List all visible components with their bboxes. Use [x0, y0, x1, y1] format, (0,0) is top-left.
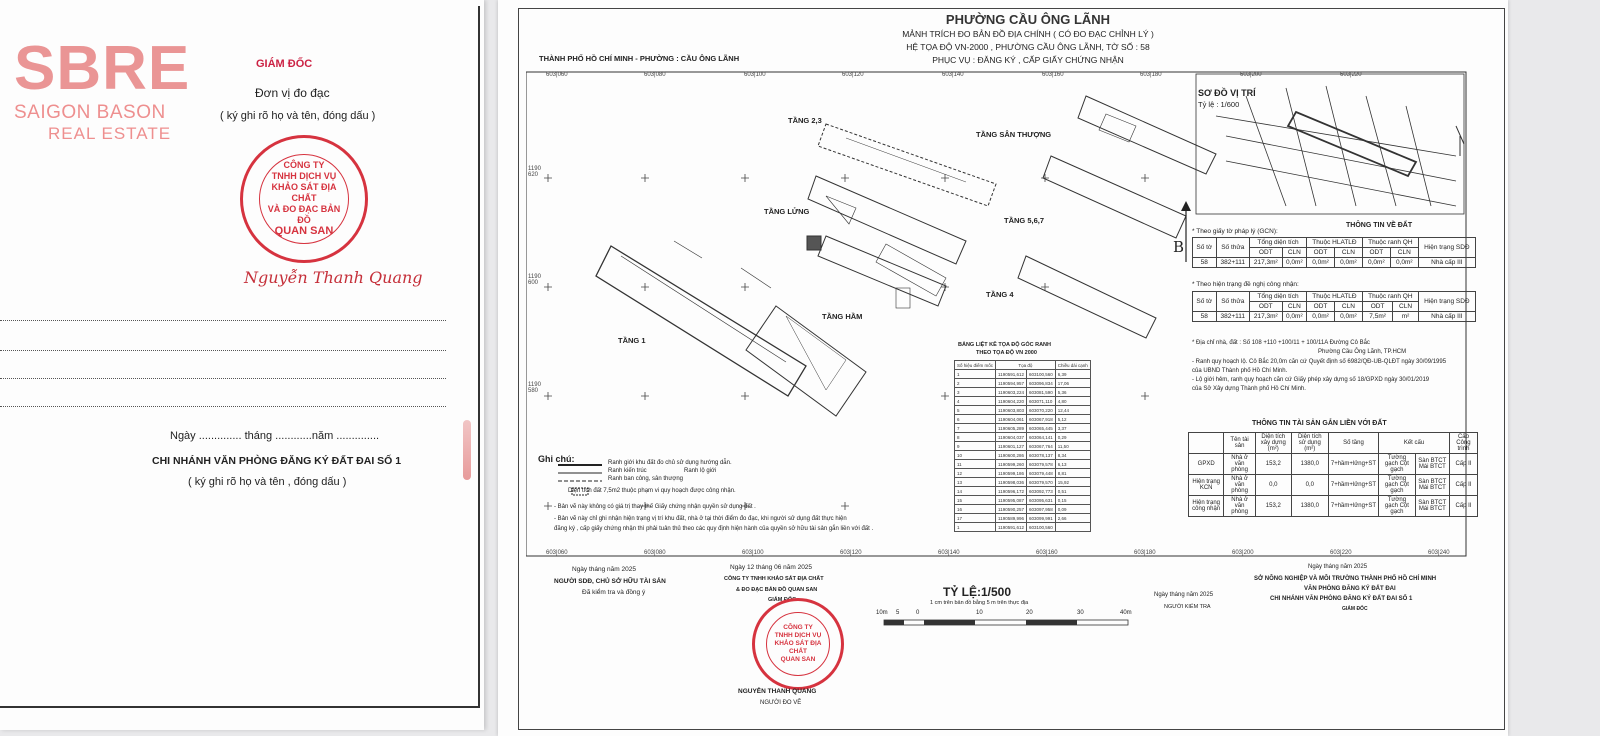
cell: 0,0m² — [1334, 312, 1362, 322]
cell: 1190590,257 — [996, 505, 1027, 514]
cell: 603070,220 — [1026, 406, 1055, 415]
cell: Nhà ở văn phòng — [1224, 496, 1255, 517]
cell: 0,0m² — [1334, 258, 1362, 268]
company-date: Ngày 12 tháng 06 năm 2025 — [730, 564, 813, 571]
dept-date: Ngày tháng năm 2025 — [1308, 564, 1368, 570]
table-row — [1193, 258, 1476, 268]
cell: 603065,445 — [1026, 424, 1055, 433]
table-row — [955, 370, 1091, 379]
cell: 1190605,289 — [996, 424, 1027, 433]
table-row — [1189, 475, 1478, 496]
survey-sign-note: ( ký ghi rõ họ và tên, đóng dấu ) — [220, 110, 376, 122]
cell: 382+111 — [1216, 312, 1249, 322]
stamp-line: TNHH DỊCH VỤ — [271, 171, 337, 182]
cell: 3,37 — [1055, 424, 1090, 433]
dept-line4: GIÁM ĐỐC — [1342, 606, 1368, 612]
th: ODT — [1362, 302, 1393, 312]
th: Thuộc ranh QH — [1362, 238, 1418, 248]
th: Tên tài sản — [1224, 433, 1255, 454]
stamp-line: QUAN SAN — [274, 225, 334, 238]
th: Thuộc ranh QH — [1362, 292, 1418, 302]
drawer-title: NGƯỜI ĐO VẼ — [760, 700, 802, 706]
cell: 58 — [1193, 312, 1217, 322]
stamp-line: KHẢO SÁT ĐỊA CHẤT — [774, 640, 822, 655]
cell: 1190591,612 — [996, 370, 1027, 379]
cell: 11 — [955, 460, 996, 469]
survey-unit-label: Đơn vị đo đạc — [255, 86, 330, 100]
table-row — [955, 505, 1091, 514]
right-page — [498, 0, 1508, 736]
floor-label: TẦNG LỬNG — [764, 207, 810, 216]
dept-line2: VĂN PHÒNG ĐĂNG KÝ ĐẤT ĐAI — [1304, 586, 1396, 592]
cell: 603078,137 — [1026, 451, 1055, 460]
owner-title: NGƯỜI SDĐ, CHỦ SỞ HỮU TÀI SẢN — [554, 578, 666, 585]
cell: 603097,958 — [1026, 505, 1055, 514]
cell: 1190601,127 — [996, 442, 1027, 451]
cell: 1190598,036 — [996, 478, 1027, 487]
coord-label: 603|200 — [1240, 72, 1262, 78]
coords-title: BẢNG LIỆT KÊ TỌA ĐỘ GÓC RANH — [958, 342, 1051, 348]
cell: 4,80 — [1055, 397, 1090, 406]
coord-label: 603|160 — [1036, 550, 1058, 556]
cell: 1 — [955, 523, 996, 532]
cell: 1190604,220 — [996, 397, 1027, 406]
legend-note: đăng ký , cấp giấy chứng nhận thì phải tuân thủ theo các quy định hiện hành của quyền sở hữu tài sản gắn liền với đất . — [554, 526, 874, 532]
cell: Hiện trạng KCN — [1189, 475, 1224, 496]
coord-label: 603|140 — [938, 550, 960, 556]
th: ODT — [1362, 248, 1390, 258]
table-row — [955, 415, 1091, 424]
note-line: của Sở Xây dựng Thành phố Hồ Chí Minh. — [1192, 386, 1306, 392]
asset-title: THÔNG TIN TÀI SẢN GẮN LIỀN VỚI ĐẤT — [1252, 420, 1387, 427]
cell: 603064,141 — [1026, 433, 1055, 442]
th: CLN — [1282, 302, 1306, 312]
th: Cấp Công trình — [1449, 433, 1477, 454]
cell: Nhà cấp III — [1418, 258, 1475, 268]
stamp-line: QUAN SAN — [780, 656, 816, 663]
coord-label: 603|060 — [546, 550, 568, 556]
map-purpose: PHỤC VỤ : ĐĂNG KÝ , CẤP GIẤY CHỨNG NHẬN — [932, 55, 1124, 65]
scale-tick-label: 10 — [976, 610, 983, 616]
cell: 153,2 — [1255, 496, 1291, 517]
cell: 1380,0 — [1291, 496, 1328, 517]
land-info-title: THÔNG TIN VỀ ĐẤT — [1346, 222, 1413, 229]
cell: 7 — [955, 424, 996, 433]
table-row — [1189, 496, 1478, 517]
th: Chiều dài cạnh — [1055, 361, 1090, 370]
cell: 217,3m² — [1249, 312, 1282, 322]
company-stamp — [240, 135, 368, 263]
cell: 9 — [955, 442, 996, 451]
cell: 603079,570 — [1026, 478, 1055, 487]
th: Diện tích xây dựng (m²) — [1255, 433, 1291, 454]
cell: 382+111 — [1216, 258, 1249, 268]
cell: 603067,764 — [1026, 442, 1055, 451]
th — [1189, 433, 1224, 454]
th: Số tờ — [1193, 238, 1217, 258]
legend-note: - Bản vẽ này chỉ ghi nhận hiện trạng vị trí khu đất, nhà ở tại thời điểm đo đạc, khi người sử dụng đất thực hiện — [554, 516, 847, 522]
floor-label: TẦNG SÂN THƯỢNG — [976, 130, 1052, 139]
cell: 12,44 — [1055, 406, 1090, 415]
th: Kết cấu — [1379, 433, 1450, 454]
cell: GPXD — [1189, 454, 1224, 475]
note-line: của UBND Thành phố Hồ Chí Minh. — [1192, 368, 1288, 374]
th: ODT — [1249, 302, 1282, 312]
floor-label: TẦNG 1 — [618, 336, 646, 345]
watermark-brand: SBRE — [14, 34, 191, 103]
cell: 1190591,612 — [996, 523, 1027, 532]
cell: 6 — [955, 415, 996, 424]
cell: 1190595,087 — [996, 496, 1027, 505]
th: Thuộc HLATLĐ — [1307, 238, 1363, 248]
th: Số hiệu điểm mốc — [955, 361, 996, 370]
th: Tổng diện tích — [1249, 238, 1306, 248]
cell: 0,09 — [1055, 505, 1090, 514]
cell: 4 — [955, 397, 996, 406]
cell: 1380,0 — [1291, 454, 1328, 475]
cell: 603100,560 — [1026, 370, 1055, 379]
cell: 0,0 — [1291, 475, 1328, 496]
coord-label: 603|220 — [1340, 72, 1362, 78]
table-row — [955, 460, 1091, 469]
cell: Hiện trạng công nhận — [1189, 496, 1224, 517]
floor-label: TẦNG 5,6,7 — [1004, 216, 1045, 225]
floor-label: TẦNG 2,3 — [788, 116, 822, 125]
cell: 1 — [955, 370, 996, 379]
scale-title: TỶ LỆ:1/500 — [943, 585, 1012, 599]
ward-title: PHƯỜNG CẦU ÔNG LÃNH — [945, 12, 1111, 27]
north-arrow-label: B — [1173, 238, 1185, 256]
cell: 8,34 — [1055, 451, 1090, 460]
coord-label: 1190 580 — [528, 382, 541, 394]
dotted-line — [0, 320, 446, 321]
cell: 14 — [955, 487, 996, 496]
cell: Tường gạch Cột gạch — [1379, 454, 1416, 475]
th: CLN — [1334, 248, 1362, 258]
location-scale: Tỷ lệ : 1/600 — [1198, 100, 1240, 109]
cell: 8,81 — [1055, 469, 1090, 478]
legend-item: Ranh kiến trúc — [608, 468, 647, 474]
table-row — [955, 469, 1091, 478]
scale-tick-label: 20 — [1026, 610, 1033, 616]
cell: 1190599,260 — [996, 460, 1027, 469]
cell: Sàn BTCT Mái BTCT — [1415, 475, 1449, 496]
dotted-line — [0, 406, 446, 407]
watermark-line2: REAL ESTATE — [48, 124, 172, 143]
coord-label: 603|240 — [1428, 550, 1450, 556]
cell: 0,51 — [1055, 487, 1090, 496]
th: ODT — [1307, 302, 1335, 312]
th: ODT — [1249, 248, 1282, 258]
cell: 153,2 — [1255, 454, 1291, 475]
cell: 16 — [955, 505, 996, 514]
note-line: - Ranh quy hoạch lộ. Cô Bắc 20,0m căn cứ Quyết định số 6982/QĐ-UB-QLĐT ngày 30/09/1995 — [1192, 359, 1447, 365]
address-line2: Phường Cầu Ông Lãnh, TP.HCM — [1318, 349, 1407, 355]
cell: 5,36 — [1055, 388, 1090, 397]
table-row — [955, 397, 1091, 406]
company-name: NGUYỄN THANH QUANG — [738, 688, 817, 695]
map-title: MẢNH TRÍCH ĐO BẢN ĐỒ ĐỊA CHÍNH ( CÓ ĐO ĐẠC CHỈNH LÝ ) — [902, 29, 1154, 39]
director-signature: Nguyễn Thanh Quang — [244, 268, 423, 287]
cell: Sàn BTCT Mái BTCT — [1415, 496, 1449, 517]
cell: 603099,991 — [1026, 514, 1055, 523]
table-row — [955, 433, 1091, 442]
cell: 10 — [955, 451, 996, 460]
checker-date: Ngày tháng năm 2025 — [1154, 592, 1214, 598]
table-row — [955, 442, 1091, 451]
legend-item: Ranh lộ giới — [684, 468, 717, 474]
cell: 0,0m² — [1307, 258, 1335, 268]
date-line: Ngày .............. tháng ............năm .............. — [170, 430, 380, 442]
cell: 15 — [955, 496, 996, 505]
cell: m² — [1393, 312, 1418, 322]
cell: 12 — [955, 469, 996, 478]
coord-label: 603|100 — [744, 72, 766, 78]
cell: 217,3m² — [1249, 258, 1282, 268]
th: Số thửa — [1216, 292, 1249, 312]
th: Số tờ — [1193, 292, 1217, 312]
location-title: SƠ ĐỒ VỊ TRÍ — [1198, 88, 1256, 98]
th: ODT — [1307, 248, 1335, 258]
coord-label: 603|200 — [1232, 550, 1254, 556]
cell: 603071,110 — [1026, 397, 1055, 406]
address-line: * Địa chỉ nhà, đất : Số 108 +110 +100/11 + 100/11A Đường Cô Bắc — [1192, 340, 1370, 346]
table-row — [955, 388, 1091, 397]
coord-label: 603|160 — [1042, 72, 1064, 78]
land-info-proposed: * Theo hiện trạng đề nghị công nhận: — [1192, 281, 1299, 288]
cell: 0,0 — [1255, 475, 1291, 496]
coord-label: 603|120 — [840, 550, 862, 556]
coord-label: 603|180 — [1134, 550, 1156, 556]
cell: 11,50 — [1055, 442, 1090, 451]
floor-label: TẦNG HẦM — [822, 312, 863, 321]
dept-line1: SỞ NÔNG NGHIỆP VÀ MÔI TRƯỜNG THÀNH PHỐ HỒ CHÍ MINH — [1254, 576, 1437, 582]
land-info-table-proposed — [1192, 291, 1476, 322]
stamp-line: CÔNG TY — [283, 160, 325, 171]
scale-tick-label: 30 — [1077, 610, 1084, 616]
left-page — [0, 0, 484, 730]
scale-tick-label: 0 — [916, 610, 920, 616]
table-row — [955, 514, 1091, 523]
cell: 7,5m² — [1362, 312, 1393, 322]
company-line3: GIÁM ĐỐC — [768, 597, 797, 603]
th: Hiện trạng SDĐ — [1418, 238, 1475, 258]
cell: 1190604,061 — [996, 415, 1027, 424]
table-row — [955, 523, 1091, 532]
dotted-line — [0, 350, 446, 351]
table-row — [955, 451, 1091, 460]
asset-table — [1188, 432, 1478, 517]
coord-label: 603|100 — [742, 550, 764, 556]
owner-note: Đã kiểm tra và đồng ý — [582, 589, 646, 596]
coord-label: 1190 620 — [528, 166, 541, 178]
th: Thuộc HLATLĐ — [1307, 292, 1363, 302]
cell: 603095,631 — [1026, 496, 1055, 505]
owner-date: Ngày tháng năm 2025 — [572, 566, 636, 573]
table-row — [955, 487, 1091, 496]
stamp-edge-mark — [463, 420, 471, 480]
scale-note: 1 cm trên bản đồ bằng 5 m trên thực địa — [930, 600, 1029, 606]
cell: 603100,560 — [1026, 523, 1055, 532]
company-line2: & ĐO ĐẠC BẢN ĐỒ QUAN SAN — [736, 587, 818, 593]
cell: 1190604,037 — [996, 433, 1027, 442]
map-subtitle: HỆ TỌA ĐỘ VN-2000 , PHƯỜNG CẦU ÔNG LÃNH, TỜ SỐ : 58 — [906, 42, 1150, 52]
legend-item: Diện tích đất 7,5m2 thuộc phạm vi quy hoạch được công nhận. — [568, 488, 736, 494]
table-row — [955, 379, 1091, 388]
branch-title: CHI NHÁNH VĂN PHÒNG ĐĂNG KÝ ĐẤT ĐAI SỐ 1 — [152, 455, 402, 467]
note-line: - Lộ giới hẻm, ranh quy hoạch căn cứ Giấy phép xây dựng số 18/GPXD ngày 30/01/2019 — [1192, 377, 1430, 383]
legend-item: Ranh ban công, sân thượng — [608, 476, 684, 482]
coord-label: 603|180 — [1140, 72, 1162, 78]
cell: 7+hầm+lửng+ST — [1328, 475, 1378, 496]
coord-label: 603|080 — [644, 550, 666, 556]
cell: 0,0m² — [1282, 312, 1306, 322]
cell: 7+hầm+lửng+ST — [1328, 454, 1378, 475]
cell: 2,66 — [1055, 514, 1090, 523]
th: CLN — [1393, 302, 1418, 312]
coord-label: 603|060 — [546, 72, 568, 78]
cell: 58 — [1193, 258, 1217, 268]
stamp-line: VÀ ĐO ĐẠC BẢN ĐỒ — [267, 204, 341, 226]
checker-title: NGƯỜI KIỂM TRA — [1164, 604, 1211, 610]
cell: 1190596,172 — [996, 487, 1027, 496]
th: Diện tích sử dụng (m²) — [1291, 433, 1328, 454]
table-row — [1189, 454, 1478, 475]
cell: 3 — [955, 388, 996, 397]
cell: 0,0m² — [1307, 312, 1335, 322]
th: CLN — [1334, 302, 1362, 312]
cell: 1190603,224 — [996, 388, 1027, 397]
table-row — [955, 478, 1091, 487]
cell: Tường gạch Cột gạch — [1379, 496, 1416, 517]
cell: 15,92 — [1055, 478, 1090, 487]
cell: 1190603,803 — [996, 406, 1027, 415]
floor-label: TẦNG 4 — [986, 290, 1014, 299]
coord-label: 603|220 — [1330, 550, 1352, 556]
cell: Sàn BTCT Mái BTCT — [1415, 454, 1449, 475]
cell: 603079,448 — [1026, 469, 1055, 478]
company-line1: CÔNG TY TNHH KHẢO SÁT ĐỊA CHẤT — [724, 576, 824, 582]
cell: 0,29 — [1055, 433, 1090, 442]
cell: 0,0m² — [1362, 258, 1390, 268]
stamp-line: TNHH DỊCH VỤ — [774, 632, 822, 639]
cell: 603081,590 — [1026, 388, 1055, 397]
table-row — [1193, 312, 1476, 322]
table-row — [955, 496, 1091, 505]
dept-line3: CHI NHÁNH VĂN PHÒNG ĐĂNG KÝ ĐẤT ĐAI SỐ 1 — [1270, 596, 1413, 602]
cell: 1190599,186 — [996, 469, 1027, 478]
th: Tổng diện tích — [1249, 292, 1306, 302]
legend-title: Ghi chú: — [538, 454, 575, 464]
dotted-line — [0, 378, 446, 379]
cell: 603096,834 — [1026, 379, 1055, 388]
th: CLN — [1390, 248, 1418, 258]
cell: 7+hầm+lửng+ST — [1328, 496, 1378, 517]
cell: 13 — [955, 478, 996, 487]
cell: 1190600,286 — [996, 451, 1027, 460]
coord-label: 603|080 — [644, 72, 666, 78]
stamp-line: KHẢO SÁT ĐỊA CHẤT — [271, 182, 337, 204]
watermark-line1: SAIGON BASON — [14, 102, 166, 123]
coord-label: 603|140 — [942, 72, 964, 78]
branch-sign-note: ( ký ghi rõ họ và tên , đóng dấu ) — [188, 476, 347, 488]
cell: 6,13 — [1055, 460, 1090, 469]
cell: Nhà ở văn phòng — [1224, 475, 1255, 496]
stamp-line: CÔNG TY — [783, 624, 813, 631]
cell: Nhà cấp III — [1418, 312, 1475, 322]
cell: Nhà ở văn phòng — [1224, 454, 1255, 475]
th: Hiện trạng SDĐ — [1418, 292, 1475, 312]
cell: 1190594,957 — [996, 379, 1027, 388]
land-info-table-gcn — [1192, 237, 1476, 268]
legend-swatches — [558, 462, 604, 502]
cell: Cấp II — [1449, 496, 1477, 517]
legend-item: Ranh giới khu đất đo chủ sử dụng hướng dẫn. — [608, 460, 732, 466]
company-stamp-small — [752, 598, 844, 690]
cell: 0,0m² — [1390, 258, 1418, 268]
scale-tick-label: 10m — [876, 610, 888, 616]
cell — [1055, 523, 1090, 532]
legend-note: - Bản vẽ này không có giá trị thay thế Giấy chứng nhận quyền sử dụng đất . — [554, 504, 756, 510]
table-row — [955, 406, 1091, 415]
scale-tick-label: 5 — [896, 610, 900, 616]
sbre-watermark-logo — [14, 34, 214, 158]
cell: 5,12 — [1055, 415, 1090, 424]
cell: Tường gạch Cột gạch — [1379, 475, 1416, 496]
th: Tọa độ — [996, 361, 1056, 370]
city-label: THÀNH PHỐ HỒ CHÍ MINH - PHƯỜNG : CẦU ÔNG LÃNH — [539, 54, 740, 63]
cell: Cấp II — [1449, 475, 1477, 496]
land-info-gcn: * Theo giấy tờ pháp lý (GCN): — [1192, 228, 1278, 235]
th: Số tầng — [1328, 433, 1378, 454]
coords-subtitle: THEO TỌA ĐỘ VN 2000 — [976, 350, 1037, 356]
cell: 1190589,996 — [996, 514, 1027, 523]
cell: 8 — [955, 433, 996, 442]
coord-label: 1190 600 — [528, 274, 541, 286]
cell: 0,0m² — [1282, 258, 1306, 268]
scale-tick-label: 40m — [1120, 610, 1132, 616]
cell: 603079,578 — [1026, 460, 1055, 469]
cell: 17,06 — [1055, 379, 1090, 388]
cell: 0,15 — [1055, 496, 1090, 505]
cell: 2 — [955, 379, 996, 388]
coord-label: 603|120 — [842, 72, 864, 78]
th: CLN — [1282, 248, 1306, 258]
cell: 6,39 — [1055, 370, 1090, 379]
th: Số thửa — [1216, 238, 1249, 258]
cell: Cấp II — [1449, 454, 1477, 475]
table-row — [955, 424, 1091, 433]
cell: 5 — [955, 406, 996, 415]
coords-table — [954, 360, 1091, 532]
cell: 603067,918 — [1026, 415, 1055, 424]
floor-plans — [596, 96, 1216, 416]
cell: 603092,773 — [1026, 487, 1055, 496]
director-title: GIÁM ĐỐC — [256, 58, 313, 70]
cell: 17 — [955, 514, 996, 523]
